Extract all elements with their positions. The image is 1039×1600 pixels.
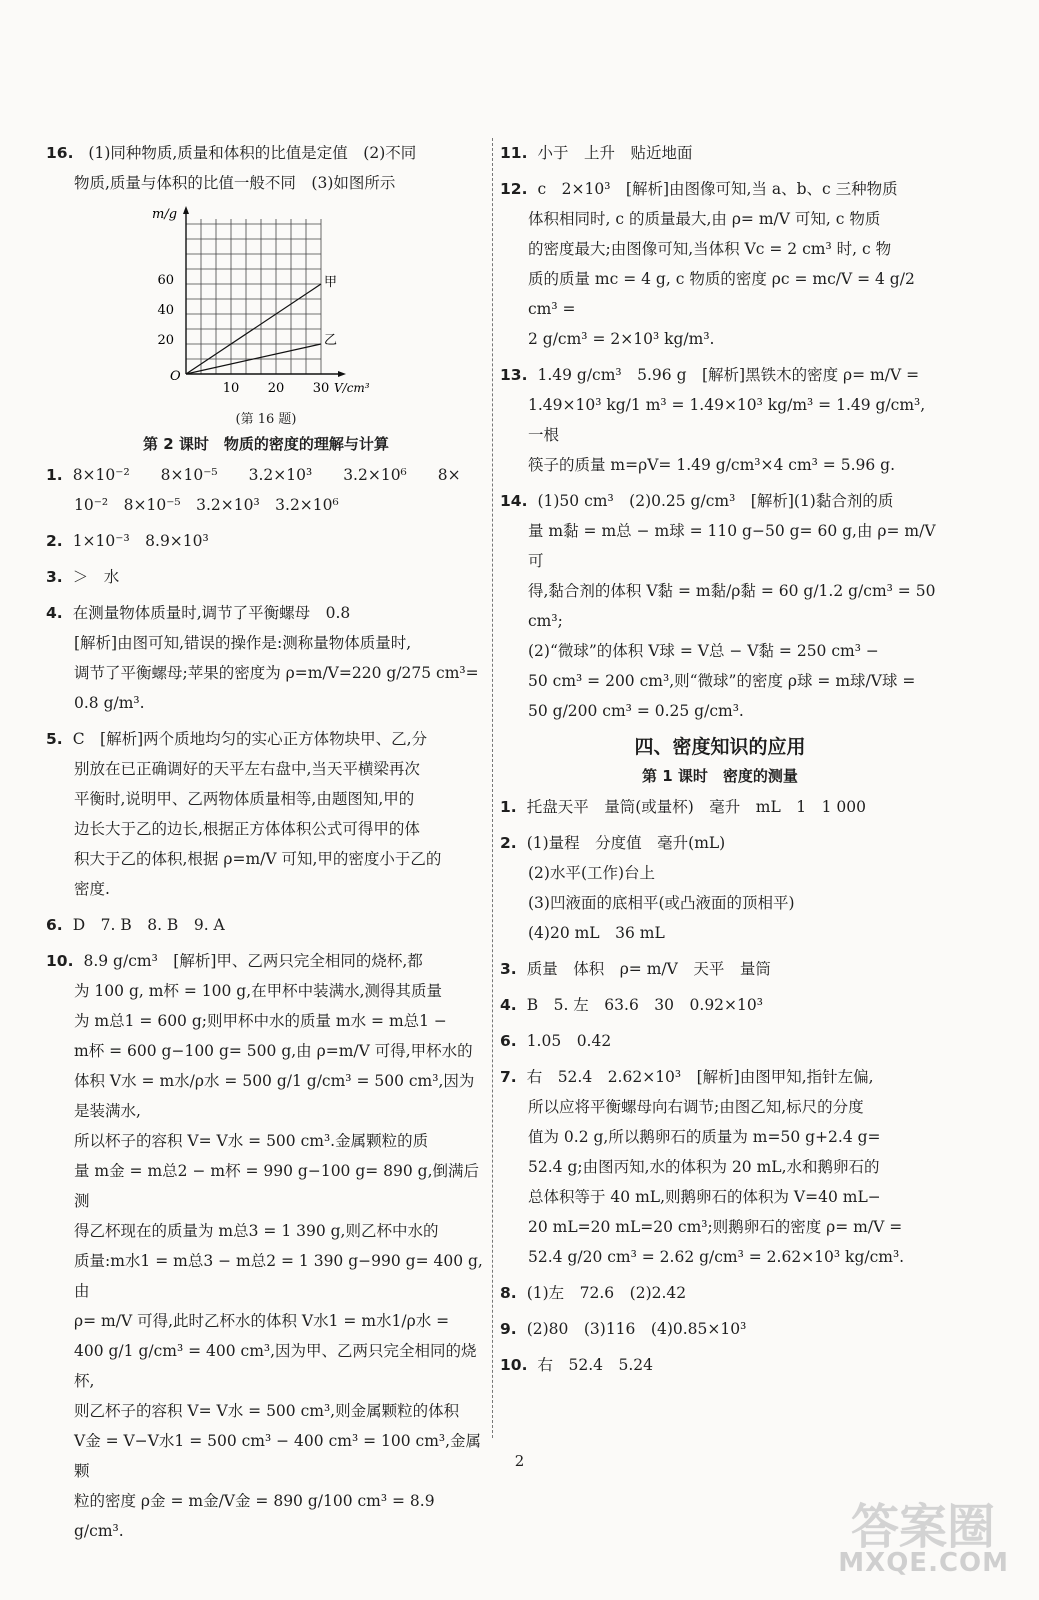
answer-line: (4)20 mL 36 mL — [528, 924, 665, 942]
answer-item — [500, 828, 940, 948]
x-tick: 10 — [222, 381, 240, 396]
mass-volume-graph — [152, 204, 376, 404]
answer-line: 质量 体积 ρ= m/V 天平 量筒 — [526, 960, 771, 978]
answer-line: 右 52.4 5.24 — [537, 1356, 653, 1374]
answer-item — [500, 174, 940, 354]
answer-line: 8.9 g/cm³ [解析]甲、乙两只完全相同的烧杯,都 — [83, 952, 423, 970]
question-number: 7. — [500, 1068, 517, 1086]
answer-line: 量 m黏 = m总 − m球 = 110 g−50 g= 60 g,由 ρ= m/V 可 — [528, 522, 936, 570]
question-number: 5. — [46, 730, 63, 748]
chapter-title: 四、密度知识的应用 — [634, 736, 806, 758]
question-number: 13. — [500, 366, 528, 384]
answer-line: 得,黏合剂的体积 V黏 = m黏/ρ黏 = 60 g/1.2 g/cm³ = 50 cm³; — [528, 582, 936, 630]
question-number: 1. — [46, 466, 63, 484]
y-axis-arrow-icon — [183, 206, 189, 214]
answer-line: 1×10⁻³ 8.9×10³ — [72, 532, 209, 550]
answer-line: 体积相同时, c 的质量最大,由 ρ= m/V 可知, c 物质 — [528, 210, 881, 228]
answer-item — [500, 138, 940, 168]
answer-line: 1.05 0.42 — [526, 1032, 612, 1050]
answer-line: 密度. — [74, 880, 110, 898]
question-number: 2. — [46, 532, 63, 550]
y-axis-label: m/g — [152, 207, 178, 222]
answer-line: 别放在已正确调好的天平左右盘中,当天平横梁再次 — [74, 760, 420, 778]
answer-line: (1)左 72.6 (2)2.42 — [526, 1284, 687, 1302]
answer-line: 所以应将平衡螺母向右调节;由图乙知,标尺的分度 — [528, 1098, 864, 1116]
answer-line: 右 52.4 2.62×10³ [解析]由图甲知,指针左偏, — [526, 1068, 874, 1086]
question-number: 4. — [500, 996, 517, 1014]
answer-item — [46, 724, 486, 904]
answer-line: 50 cm³ = 200 cm³,则“微球”的密度 ρ球 = m球/V球 = — [528, 672, 916, 690]
answer-line: 则乙杯子的容积 V= V水 = 500 cm³,则金属颗粒的体积 — [74, 1402, 460, 1420]
answer-line: ρ= m/V 可得,此时乙杯水的体积 V水1 = m水1/ρ水 = — [74, 1312, 450, 1330]
answer-item — [500, 1026, 940, 1056]
answer-line: (2)“微球”的体积 V球 = V总 − V黏 = 250 cm³ − — [528, 642, 879, 660]
question-number: 1. — [500, 798, 517, 816]
answer-item — [500, 792, 940, 822]
answer-item — [46, 526, 486, 556]
answer-line: c 2×10³ [解析]由图像可知,当 a、b、c 三种物质 — [537, 180, 898, 198]
answer-line: 积大于乙的体积,根据 ρ=m/V 可知,甲的密度小于乙的 — [74, 850, 442, 868]
answer-item — [46, 562, 486, 592]
answer-line: 值为 0.2 g,所以鹅卵石的质量为 m=50 g+2.4 g= — [528, 1128, 881, 1146]
answer-item — [500, 486, 940, 726]
answer-line: 为 m总1 = 600 g;则甲杯中水的质量 m水 = m总1 − — [74, 1012, 447, 1030]
y-tick: 20 — [157, 333, 174, 348]
answer-line: 质量:m水1 = m总3 − m总2 = 1 390 g−990 g= 400 g,由 — [74, 1252, 483, 1300]
watermark-text: 答案圈 — [850, 1499, 995, 1555]
x-axis-label: V/cm³ — [334, 381, 370, 395]
answer-line: C [解析]两个质地均匀的实心正方体物块甲、乙,分 — [72, 730, 428, 748]
answer-line: 得乙杯现在的质量为 m总3 = 1 390 g,则乙杯中水的 — [74, 1222, 439, 1240]
answer-line: (1)量程 分度值 毫升(mL) — [526, 834, 726, 852]
answer-item — [46, 598, 486, 718]
origin-label: O — [170, 369, 181, 384]
answer-item — [500, 990, 940, 1020]
question-number: 12. — [500, 180, 528, 198]
answer-line: 总体积等于 40 mL,则鹅卵石的体积为 V=40 mL− — [528, 1188, 881, 1206]
right-answer-list-a — [500, 138, 940, 726]
answer-line: 体积 V水 = m水/ρ水 = 500 g/1 g/cm³ = 500 cm³,因为是装满水, — [74, 1072, 475, 1120]
question-number: 6. — [500, 1032, 517, 1050]
x-tick: 20 — [267, 381, 285, 396]
answer-line: 物质,质量与体积的比值一般不同 (3)如图所示 — [74, 174, 396, 192]
left-answer-list — [46, 460, 486, 1546]
question-number: 11. — [500, 144, 528, 162]
answer-line: 边长大于乙的边长,根据正方体体积公式可得甲的体 — [74, 820, 420, 838]
answer-line: 量 m金 = m总2 − m杯 = 990 g−100 g= 890 g,倒满后测 — [74, 1162, 480, 1210]
grid — [186, 219, 321, 374]
answer-line: D 7. B 8. B 9. A — [72, 916, 225, 934]
answer-line: 1.49×10³ kg/1 m³ = 1.49×10³ kg/m³ = 1.49 g/cm³,一根 — [528, 396, 926, 444]
question-number: 10. — [46, 952, 74, 970]
question-16 — [46, 138, 486, 198]
figure-caption: (第 16 题) — [235, 412, 297, 427]
answer-line: 8×10⁻² 8×10⁻⁵ 3.2×10³ 3.2×10⁶ 8× — [72, 466, 461, 484]
question-number: 16. — [46, 144, 74, 162]
question-number: 3. — [500, 960, 517, 978]
line-label-jia: 甲 — [324, 275, 338, 290]
answer-line: 小于 上升 贴近地面 — [537, 144, 693, 162]
question-number: 10. — [500, 1356, 528, 1374]
answer-line: 筷子的质量 m=ρV= 1.49 g/cm³×4 cm³ = 5.96 g. — [528, 456, 896, 474]
answer-line: 调节了平衡螺母;苹果的密度为 ρ=m/V=220 g/275 cm³= — [74, 664, 479, 682]
answer-line: [解析]由图可知,错误的操作是:测称量物体质量时, — [74, 634, 412, 652]
answer-line: ＞ 水 — [72, 568, 120, 586]
line-label-yi: 乙 — [324, 333, 338, 348]
watermark-logo — [835, 1482, 1015, 1582]
answer-line: 为 100 g, m杯 = 100 g,在甲杯中装满水,测得其质量 — [74, 982, 443, 1000]
answer-item — [500, 360, 940, 480]
question-number: 6. — [46, 916, 63, 934]
answer-line: 0.8 g/m³. — [74, 694, 145, 712]
y-tick: 60 — [157, 273, 174, 288]
answer-item — [500, 1350, 940, 1380]
answer-line: 52.4 g/20 cm³ = 2.62 g/cm³ = 2.62×10³ kg/cm³. — [528, 1248, 905, 1266]
answer-line: 所以杯子的容积 V= V水 = 500 cm³.金属颗粒的质 — [74, 1132, 429, 1150]
page-number: 2 — [514, 1452, 525, 1470]
answer-line: 52.4 g;由图丙知,水的体积为 20 mL,水和鹅卵石的 — [528, 1158, 880, 1176]
answer-item — [500, 1062, 940, 1272]
answer-line: B 5. 左 63.6 30 0.92×10³ — [526, 996, 763, 1014]
left-column — [46, 138, 486, 1552]
answer-line: (1)同种物质,质量和体积的比值是定值 (2)不同 — [88, 144, 417, 162]
right-column — [500, 138, 940, 1386]
section-title: 第 2 课时 物质的密度的理解与计算 — [143, 435, 389, 453]
answer-item — [500, 1314, 940, 1344]
question-number: 8. — [500, 1284, 517, 1302]
answer-line: (2)水平(工作)台上 — [528, 864, 656, 882]
answer-item — [46, 460, 486, 520]
answer-line: (3)凹液面的底相平(或凸液面的顶相平) — [528, 894, 795, 912]
answer-item — [500, 1278, 940, 1308]
answer-line: 1.49 g/cm³ 5.96 g [解析]黑铁木的密度 ρ= m/V = — [537, 366, 920, 384]
x-tick: 30 — [312, 381, 330, 396]
answer-item — [500, 954, 940, 984]
question-number: 14. — [500, 492, 528, 510]
answer-line: 20 mL=20 mL=20 cm³;则鹅卵石的密度 ρ= m/V = — [528, 1218, 903, 1236]
answer-line: 粒的密度 ρ金 = m金/V金 = 890 g/100 cm³ = 8.9 g/cm³. — [74, 1492, 435, 1540]
watermark-url: MXQE.COM — [838, 1548, 1009, 1578]
answer-line: 的密度最大;由图像可知,当体积 Vc = 2 cm³ 时, c 物 — [528, 240, 892, 258]
lesson-title: 第 1 课时 密度的测量 — [642, 767, 798, 785]
right-answer-list-b — [500, 792, 940, 1380]
answer-line: 在测量物体质量时,调节了平衡螺母 0.8 — [72, 604, 351, 622]
question-number: 9. — [500, 1320, 517, 1338]
answer-line: 400 g/1 g/cm³ = 400 cm³,因为甲、乙两只完全相同的烧杯, — [74, 1342, 477, 1390]
answer-line: (1)50 cm³ (2)0.25 g/cm³ [解析](1)黏合剂的质 — [537, 492, 894, 510]
y-tick: 40 — [157, 303, 174, 318]
answer-line: 50 g/200 cm³ = 0.25 g/cm³. — [528, 702, 744, 720]
question-number: 3. — [46, 568, 63, 586]
x-axis-arrow-icon — [338, 371, 346, 377]
answer-line: (2)80 (3)116 (4)0.85×10³ — [526, 1320, 747, 1338]
answer-line: 平衡时,说明甲、乙两物体质量相等,由题图知,甲的 — [74, 790, 415, 808]
question-number: 2. — [500, 834, 517, 852]
answer-line: m杯 = 600 g−100 g= 500 g,由 ρ=m/V 可得,甲杯水的 — [74, 1042, 473, 1060]
answer-line: 10⁻² 8×10⁻⁵ 3.2×10³ 3.2×10⁶ — [74, 496, 339, 514]
answer-line: 托盘天平 量筒(或量杯) 毫升 mL 1 1 000 — [526, 798, 867, 816]
answer-line: 2 g/cm³ = 2×10³ kg/m³. — [528, 330, 715, 348]
question-number: 4. — [46, 604, 63, 622]
answer-line: V金 = V−V水1 = 500 cm³ − 400 cm³ = 100 cm³,金属颗 — [74, 1432, 482, 1480]
column-divider — [492, 138, 493, 1438]
answer-line: 质的质量 mc = 4 g, c 物质的密度 ρc = mc/V = 4 g/2 cm³ = — [528, 270, 915, 318]
answer-item — [46, 910, 486, 940]
figure-16 — [152, 204, 486, 427]
